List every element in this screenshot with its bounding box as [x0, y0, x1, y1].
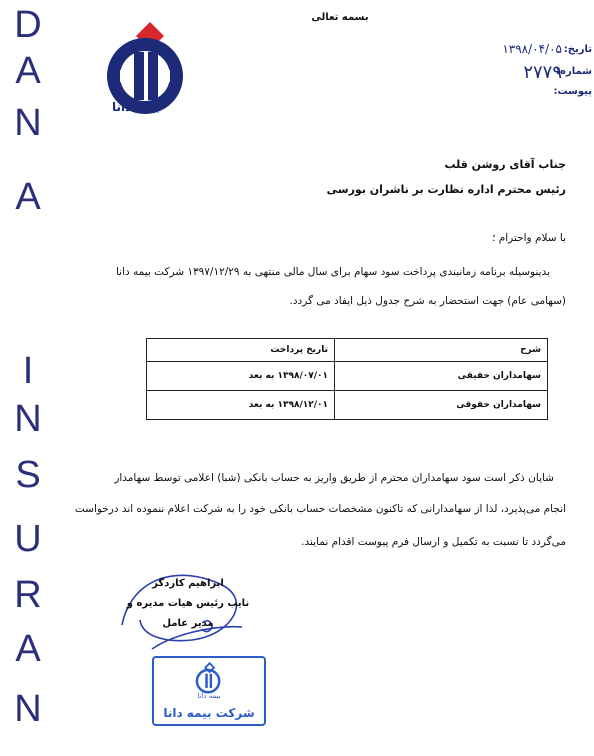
stamp-text: شرکت بیمه دانا	[163, 706, 255, 720]
logo-text: بیمه دانا	[112, 100, 161, 114]
brand-letter: I	[22, 350, 34, 392]
payment-schedule-table	[146, 338, 548, 420]
recipient-name: جناب آقای روشن قلب	[444, 158, 566, 171]
intro-line-2: (سهامی عام) جهت استحضار به شرح جدول ذیل ایفاد می گردد.	[289, 295, 566, 307]
brand-letter: A	[15, 176, 41, 218]
table-row	[147, 362, 548, 391]
brand-letter: N	[14, 688, 42, 730]
signer-block	[118, 574, 258, 634]
signer-name: ابراهیم کاردگر	[152, 578, 224, 589]
table-row	[147, 391, 548, 420]
brand-letter: A	[15, 628, 41, 670]
number-value: ۲۷۷۹	[523, 62, 562, 83]
stamp-logo-icon	[192, 662, 226, 696]
greeting: با سلام واحترام ؛	[492, 232, 566, 244]
attachment-label: پیوست:	[553, 86, 592, 97]
brand-letter: U	[14, 518, 42, 560]
brand-letter: A	[15, 50, 41, 92]
table-cell-date: ۱۳۹۸/۰۷/۰۱ به بعد	[147, 362, 335, 391]
closing-line-3: می‌گردد تا نسبت به تکمیل و ارسال فرم پیوست اقدام نمایند.	[301, 536, 566, 548]
recipient-title: رئیس محترم اداره نظارت بر ناشران بورسی	[326, 183, 566, 196]
brand-letter: N	[14, 398, 42, 440]
stamp-logo-text: بیمه دانا	[197, 692, 221, 700]
basmala: بسمه تعالی	[311, 12, 369, 23]
brand-letter: R	[14, 574, 42, 616]
table-cell-date: ۱۳۹۸/۱۲/۰۱ به بعد	[147, 391, 335, 420]
table-cell-desc: سهامداران حقیقی	[335, 362, 548, 391]
brand-letter: N	[14, 102, 42, 144]
date-label: تاریخ:	[563, 44, 592, 55]
closing-line-2: انجام می‌پذیرد، لذا از سهامدارانی که تاکنون مشخصات حساب بانکی خود را به شرکت اعلام ننموده اند درخواست	[74, 503, 566, 515]
table-header-desc: شرح	[335, 339, 548, 362]
table-cell-desc: سهامداران حقوقی	[335, 391, 548, 420]
table-header-date: تاریخ پرداخت	[147, 339, 335, 362]
closing-line-1: شایان ذکر است سود سهامداران محترم از طریق واریز به حساب بانکی (شبا) اعلامی توسط سهامدار	[114, 472, 554, 484]
brand-letter: S	[15, 454, 41, 496]
table-header-row	[147, 339, 548, 362]
company-stamp	[152, 656, 266, 726]
intro-line-1: بدینوسیله برنامه زمانبندی پرداخت سود سهام برای سال مالی منتهی به ۱۳۹۷/۱۲/۲۹ شرکت بیمه دانا	[115, 266, 550, 278]
signer-title: نایب رئیس هیات مدیره و مدیر عامل	[126, 598, 250, 629]
date-value: ۱۳۹۸/۰۴/۰۵	[502, 42, 562, 56]
number-label: شماره:	[556, 66, 592, 77]
brand-letter: D	[14, 4, 42, 46]
